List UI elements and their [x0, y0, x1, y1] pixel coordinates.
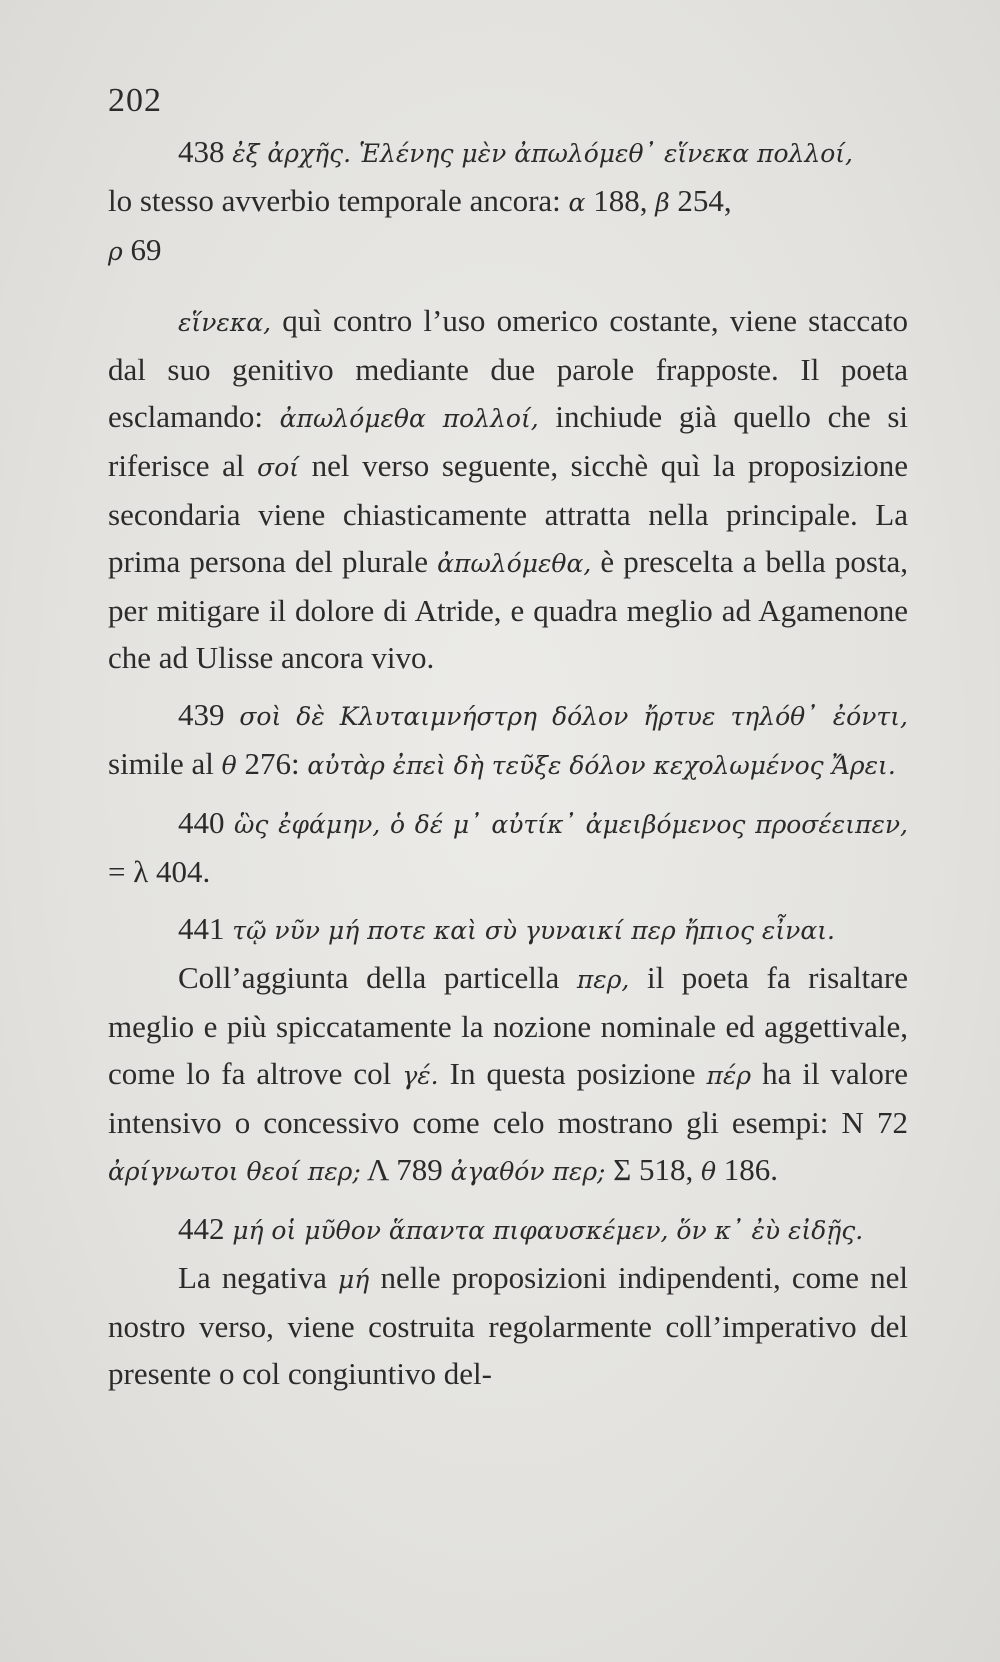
greek-word: θ — [700, 1157, 717, 1186]
note-text: = λ 404. — [108, 854, 211, 889]
note-text: Coll’aggiunta della particella — [178, 960, 560, 995]
note-text: lo stesso avverbio temporale ancora: — [108, 183, 561, 218]
note-441-commentary — [108, 954, 908, 1195]
greek-word: γέ. — [402, 1061, 439, 1090]
note-text: è prescelta a bella posta, per mitigare il dolore di Atride, e quadra meglio ad Agamenone che ad Ulisse ancora vivo. — [108, 544, 909, 675]
note-text: ha il valore intensivo o concessivo come celo mostrano gli esempi: N 72 — [108, 1056, 909, 1140]
greek-verse: σοὶ δὲ Κλυταιμνήστρη δόλον ἤρτυε τηλόθ᾽ ἐόντι, — [239, 702, 908, 731]
note-text: nelle proposizioni indipendenti, come nel nostro verso, viene costruita regolarmente coll’imperativo del presente o col congiuntivo del- — [108, 1260, 909, 1391]
note-text: simile al — [108, 746, 214, 781]
greek-verse: ἐξ ἀρχῆς. Ἑλένης μὲν ἀπωλόμεθ᾽ εἵνεκα πολλοί, — [232, 139, 853, 168]
note-440 — [108, 799, 908, 895]
greek-word: ἀπωλόμεθα, — [437, 549, 592, 578]
greek-word: ἀγαθόν περ; — [450, 1157, 606, 1186]
note-text: In questa posizione — [449, 1056, 696, 1091]
verse-number: 438 — [178, 134, 225, 169]
note-text: inchiude già quello che si riferisce al — [108, 399, 909, 483]
note-text: Σ 518, — [613, 1152, 694, 1187]
note-441 — [108, 905, 908, 954]
note-438 — [108, 128, 908, 275]
greek-word: ἀπωλόμεθα πολλοί, — [279, 404, 539, 433]
note-442-commentary — [108, 1254, 908, 1397]
greek-word: ἀρίγνωτοι θεοί περ; — [108, 1157, 361, 1186]
note-text: 186. — [723, 1152, 779, 1187]
greek-word: ρ — [108, 237, 123, 266]
note-text: quì contro l’uso omerico costante, viene staccato dal suo genitivo mediante due parole frapposte. Il poeta esclamando: — [108, 303, 908, 434]
verse-number: 441 — [178, 911, 225, 946]
page-number: 202 — [108, 82, 162, 119]
note-text: il poeta fa risaltare meglio e più spiccatamente la nozione nominale ed aggettivale, come lo fa altrove col — [108, 960, 909, 1091]
note-442 — [108, 1205, 908, 1254]
note-text: nel verso seguente, sicchè quì la proposizione secondaria viene chiasticamente attratta nella principale. La prima persona del plurale — [108, 448, 909, 579]
greek-verse: ὣς ἐφάμην, ὁ δέ μ᾽ αὐτίκ᾽ ἀμειβόμενος προσέειπεν, — [234, 810, 909, 839]
greek-word: μή — [338, 1265, 370, 1294]
note-439 — [108, 691, 908, 789]
greek-word: πέρ — [706, 1061, 752, 1090]
note-text: 188, — [593, 183, 648, 218]
greek-word: θ — [221, 751, 237, 780]
note-text: 276: — [244, 746, 300, 781]
greek-word: εἵνεκα, — [178, 308, 272, 337]
greek-word: περ, — [576, 965, 630, 994]
note-text: 254, — [677, 183, 732, 218]
greek-verse: αὐτὰρ ἐπεὶ δὴ τεῦξε δόλον κεχολωμένος Ἄρει. — [307, 751, 896, 780]
note-text: Λ 789 — [366, 1152, 443, 1187]
greek-word: σοί — [257, 453, 300, 482]
note-438-continued — [108, 297, 908, 681]
verse-number: 439 — [178, 697, 225, 732]
greek-word: α — [568, 188, 586, 217]
note-text: 69 — [130, 232, 162, 267]
note-text: La negativa — [178, 1260, 327, 1295]
greek-verse: τῷ νῦν μή ποτε καὶ σὺ γυναικί περ ἤπιος εἶναι. — [232, 916, 835, 945]
greek-word: β — [655, 188, 670, 217]
greek-verse: μή οἱ μῦθον ἅπαντα πιφαυσκέμεν, ὅν κ᾽ ἐὺ εἰδῇς. — [232, 1216, 864, 1245]
verse-number: 440 — [178, 805, 225, 840]
commentary-text — [108, 128, 908, 1397]
verse-number: 442 — [178, 1211, 225, 1246]
